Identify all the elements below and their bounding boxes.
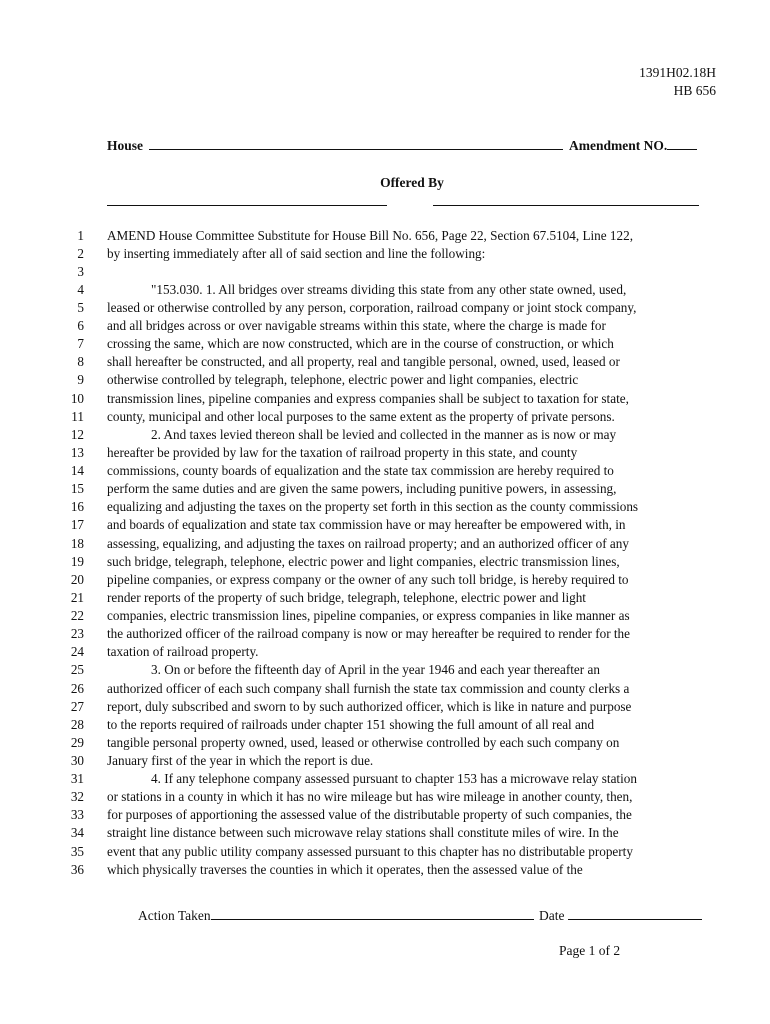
action-taken-blank xyxy=(211,907,534,920)
line-number: 4 xyxy=(77,281,84,297)
sponsor-signature-line-left xyxy=(107,205,387,206)
line-text: perform the same duties and are given the same powers, including punitive powers, in assessing, xyxy=(107,481,617,497)
line-text: authorized officer of each such company shall furnish the state tax commission and county clerks a xyxy=(107,680,630,696)
house-blank xyxy=(149,137,563,150)
line-text: straight line distance between such microwave relay stations shall constitute miles of wire. In the xyxy=(107,825,619,841)
line-number: 18 xyxy=(70,535,84,551)
line-number: 8 xyxy=(77,354,84,370)
line-number: 13 xyxy=(70,444,84,460)
bill-number: HB 656 xyxy=(673,83,716,98)
line-text: leased or otherwise controlled by any person, corporation, railroad company or joint stock company, xyxy=(107,299,637,315)
action-taken-row xyxy=(138,907,702,924)
line-number: 11 xyxy=(71,408,84,424)
line-number: 5 xyxy=(77,299,84,315)
line-number: 12 xyxy=(70,426,84,442)
line-text: report, duly subscribed and sworn to by such authorized officer, which is like in nature and purpose xyxy=(107,698,632,714)
line-number: 1 xyxy=(77,227,84,243)
line-text: for purposes of apportioning the assessed value of the distributable property of such companies, the xyxy=(107,807,632,823)
line-text: county, municipal and other local purposes to the same extent as the property of private persons. xyxy=(107,408,615,424)
line-text: or stations in a county in which it has no wire mileage but has wire mileage in another county, then, xyxy=(107,789,633,805)
date-blank xyxy=(568,907,702,920)
line-number: 3 xyxy=(77,263,84,279)
line-number: 26 xyxy=(70,680,84,696)
house-amendment-row xyxy=(107,137,697,155)
line-number: 9 xyxy=(77,372,84,388)
house-label: House xyxy=(107,138,144,153)
line-number: 31 xyxy=(70,771,84,787)
line-text: assessing, equalizing, and adjusting the taxes on railroad property; and an authorized officer of any xyxy=(107,535,629,551)
amendment-label: Amendment NO. xyxy=(569,138,668,153)
line-number: 25 xyxy=(70,662,84,678)
line-number: 14 xyxy=(70,463,84,479)
line-number: 27 xyxy=(70,698,84,714)
page-number: Page 1 of 2 xyxy=(559,943,621,958)
line-number: 16 xyxy=(70,499,84,515)
line-text: 4. If any telephone company assessed pursuant to chapter 153 has a microwave relay station xyxy=(151,771,637,787)
line-text: hereafter be provided by law for the taxation of railroad property in this state, and county xyxy=(107,444,578,460)
line-number: 35 xyxy=(70,843,84,859)
line-text: which physically traverses the counties in which it operates, then the assessed value of the xyxy=(107,861,583,877)
line-text: companies, electric transmission lines, pipeline companies, or express companies in like manner as xyxy=(107,608,630,624)
line-number: 34 xyxy=(70,825,84,841)
line-text: tangible personal property owned, used, leased or otherwise controlled by each such company on xyxy=(107,734,620,750)
line-text: such bridge, telegraph, telephone, electric power and light companies, electric transmission lines, xyxy=(107,553,620,569)
line-number: 2 xyxy=(77,245,84,261)
line-number: 20 xyxy=(70,571,84,587)
line-text: 3. On or before the fifteenth day of April in the year 1946 and each year thereafter an xyxy=(151,662,600,678)
line-number: 29 xyxy=(70,734,84,750)
line-text: shall hereafter be constructed, and all property, real and tangible personal, owned, used, leased or xyxy=(107,354,620,370)
line-text: event that any public utility company assessed pursuant to this chapter has no distributable property xyxy=(107,843,633,859)
line-number: 19 xyxy=(70,553,84,569)
line-text: "153.030. 1. All bridges over streams dividing this state from any other state owned, used, xyxy=(151,281,627,297)
date-label: Date xyxy=(539,908,565,923)
line-number: 24 xyxy=(70,644,84,660)
line-number: 28 xyxy=(70,716,84,732)
line-number: 21 xyxy=(70,589,84,605)
line-text: January first of the year in which the report is due. xyxy=(107,752,374,768)
line-text: render reports of the property of such bridge, telegraph, telephone, electric power and light xyxy=(107,589,586,605)
line-number: 6 xyxy=(77,318,84,334)
line-number: 33 xyxy=(70,807,84,823)
line-text: AMEND House Committee Substitute for House Bill No. 656, Page 22, Section 67.5104, Line 122, xyxy=(107,227,633,243)
line-number: 15 xyxy=(70,481,84,497)
line-text: taxation of railroad property. xyxy=(107,644,259,660)
line-text: commissions, county boards of equalization and the state tax commission are hereby required to xyxy=(107,463,614,479)
line-text: pipeline companies, or express company or the owner of any such toll bridge, is hereby required to xyxy=(107,571,629,587)
line-text: 2. And taxes levied thereon shall be levied and collected in the manner as is now or may xyxy=(151,426,617,442)
bill-code: 1391H02.18H xyxy=(639,65,716,80)
line-text: and all bridges across or over navigable streams within this state, where the charge is made for xyxy=(107,318,606,334)
line-text: transmission lines, pipeline companies and express companies shall be subject to taxation for state, xyxy=(107,390,629,406)
line-text: the authorized officer of the railroad company is now or may hereafter be required to render for the xyxy=(107,626,630,642)
line-text: crossing the same, which are now constructed, which are in the course of construction, or which xyxy=(107,336,614,352)
line-text: by inserting immediately after all of said section and line the following: xyxy=(107,245,486,261)
line-number: 36 xyxy=(70,861,84,877)
line-text: to the reports required of railroads under chapter 151 showing the full amount of all real and xyxy=(107,716,595,732)
line-text: otherwise controlled by telegraph, telephone, electric power and light companies, electric xyxy=(107,372,579,388)
line-number: 22 xyxy=(70,608,84,624)
sponsor-signature-line-right xyxy=(433,205,699,206)
line-number: 17 xyxy=(70,517,84,533)
line-number: 32 xyxy=(70,789,84,805)
line-number: 23 xyxy=(70,626,84,642)
line-number: 10 xyxy=(70,390,84,406)
amendment-number-blank xyxy=(667,137,697,150)
line-number: 30 xyxy=(70,752,84,768)
offered-by-label: Offered By xyxy=(380,175,444,190)
line-number: 7 xyxy=(77,336,84,352)
line-text: and boards of equalization and state tax commission have or may hereafter be empowered with, in xyxy=(107,517,626,533)
action-taken-label: Action Taken xyxy=(138,908,211,923)
line-text: equalizing and adjusting the taxes on the property set forth in this section as the county commissions xyxy=(107,499,639,515)
